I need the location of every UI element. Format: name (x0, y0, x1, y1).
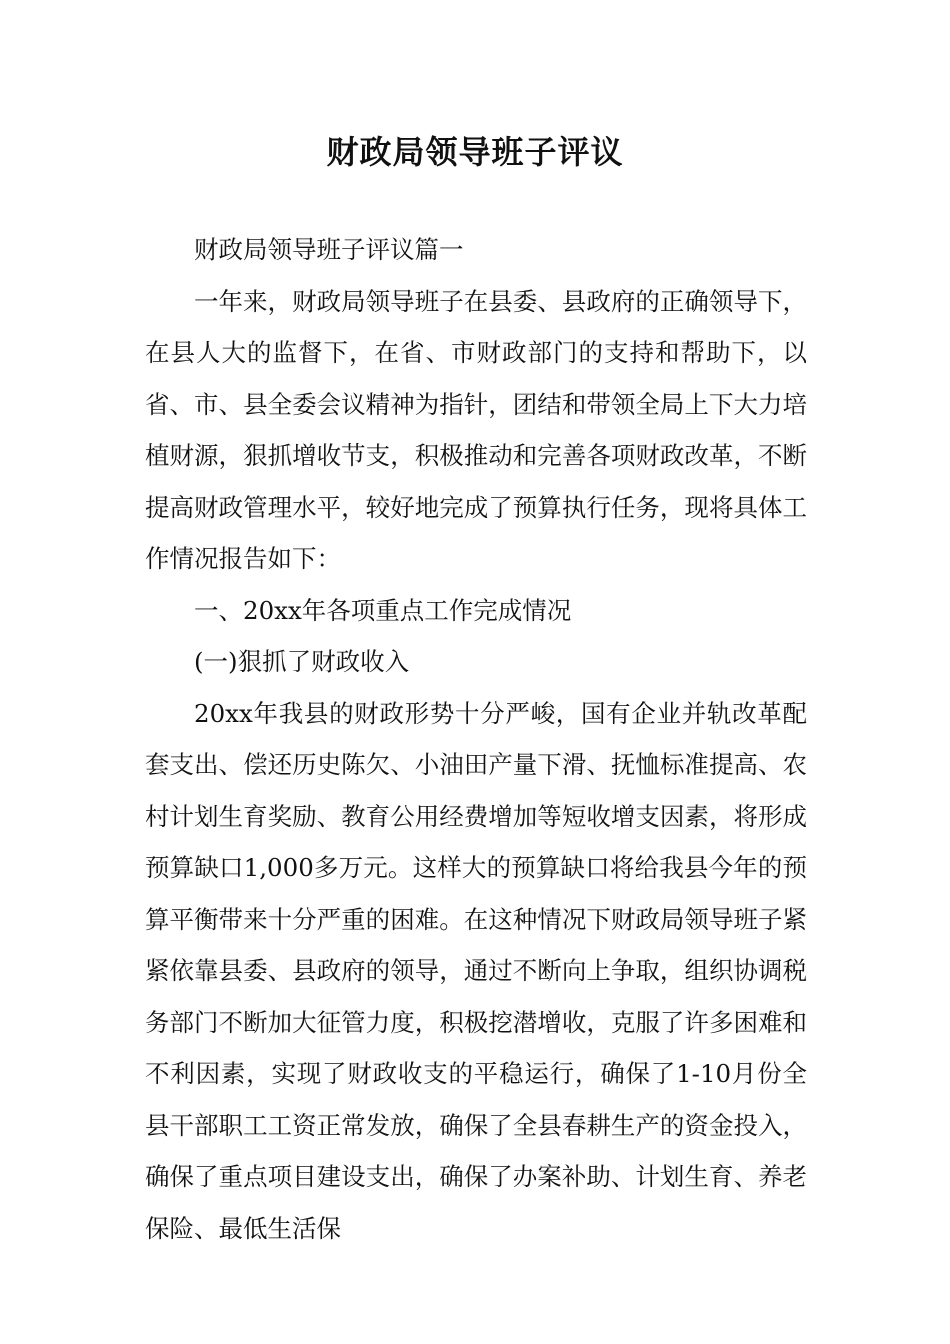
intro-paragraph: 一年来，财政局领导班子在县委、县政府的正确领导下，在县人大的监督下，在省、市财政部门的支持和帮助下，以省、市、县全委会议精神为指针，团结和带领全局上下大力培植财源，狠抓增收节支，积极推动和完善各项财政改革，不断提高财政管理水平，较好地完成了预算执行任务，现将具体工作情况报告如下： (145, 286, 807, 573)
body-paragraph: 20xx年我县的财政形势十分严峻，国有企业并轨改革配套支出、偿还历史陈欠、小油田产量下滑、抚恤标准提高、农村计划生育奖励、教育公用经费增加等短收增支因素，将形成预算缺口1,000多万元。这样大的预算缺口将给我县今年的预算平衡带来十分严重的困难。在这种情况下财政局领导班子紧紧依靠县委、县政府的领导，通过不断向上争取，组织协调税务部门不断加大征管力度，积极挖潜增收，克服了许多困难和不利因素，实现了财政收支的平稳运行，确保了1-10月份全县干部职工工资正常发放，确保了全县春耕生产的资金投入，确保了重点项目建设支出，确保了办案补助、计划生育、养老保险、最低生活保 (145, 698, 807, 1243)
document-title: 财政局领导班子评议 (326, 133, 624, 171)
section-heading: 一、20xx年各项重点工作完成情况 (194, 595, 572, 625)
document-body (145, 224, 807, 1254)
section-heading: 财政局领导班子评议篇一 (194, 235, 464, 264)
subsection-heading: (一)狠抓了财政收入 (194, 647, 410, 676)
